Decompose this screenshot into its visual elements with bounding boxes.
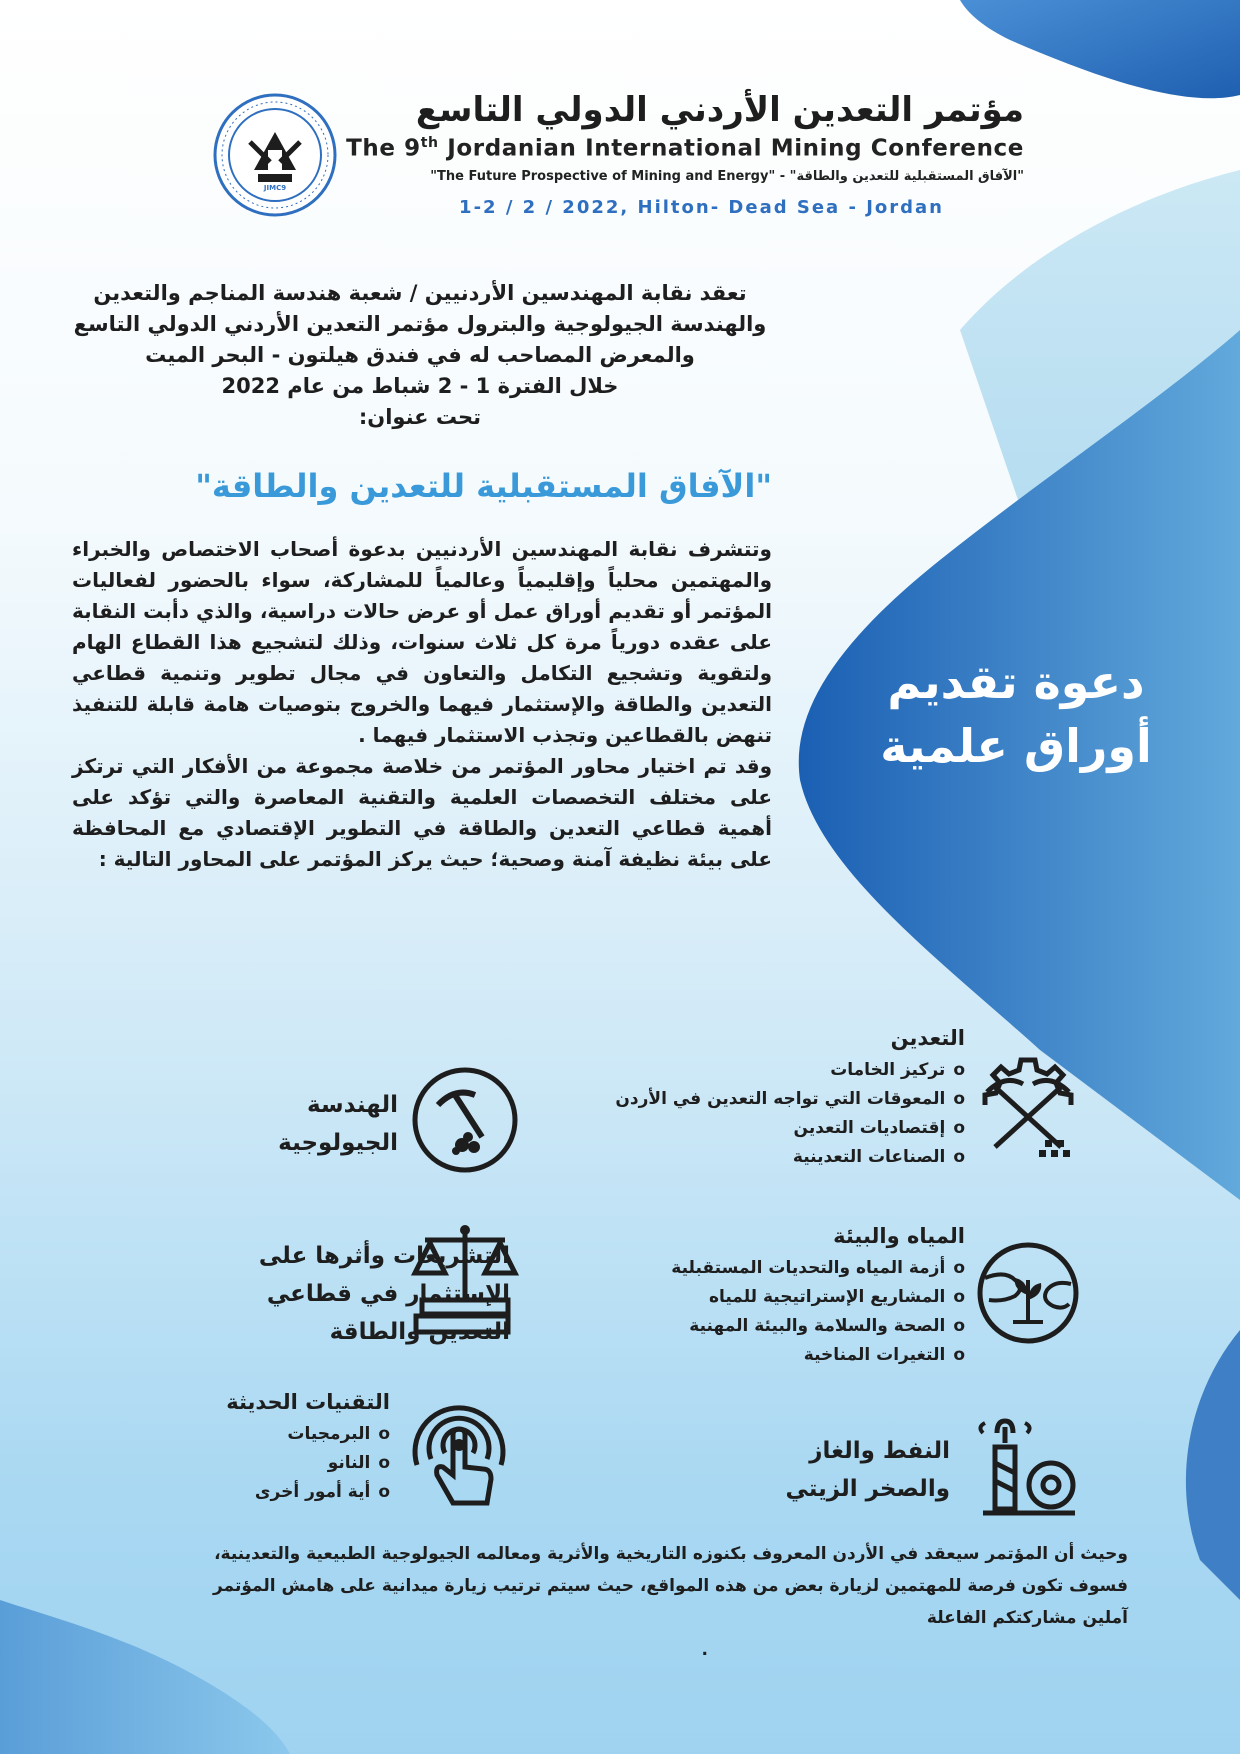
body-paragraph-2: وقد تم اختيار محاور المؤتمر من خلاصة مجموعة من الأفكار التي ترتكز على مختلف التخصصات العلمية والتقنية المعاصرة والتي تؤكد على أهمية قطاعي التعدين والطاقة في التطوير الإقتصادي مع المحافظة على بيئة نظيفة آمنة وصحية؛ حيث يركز المؤتمر على المحاور التالية : <box>72 754 772 871</box>
conference-subtitle: "The Future Prospective of Mining and Energy" - "الآفاق المستقبلية للتعدين والطاقة" <box>430 169 1024 184</box>
invitation-body <box>72 534 772 875</box>
list-item: o الصحة والسلامة والبيئة المهنية <box>671 1312 965 1341</box>
svg-text:JIMC9: JIMC9 <box>263 184 287 192</box>
topic-title: التقنيات الحديثة <box>226 1390 390 1414</box>
intro-text <box>40 278 800 433</box>
touch-finger-icon <box>403 1395 515 1513</box>
topic-title: المياه والبيئة <box>833 1224 965 1248</box>
conference-logo <box>212 92 338 218</box>
conference-title-english: The 9th Jordanian International Mining Conference <box>346 135 1024 162</box>
conference-theme: "الآفاق المستقبلية للتعدين والطاقة" <box>195 467 772 505</box>
list-item: o الصناعات التعدينية <box>615 1143 965 1172</box>
list-item: o التغيرات المناخية <box>671 1341 965 1370</box>
list-item: o أزمة المياه والتحديات المستقبلية <box>671 1254 965 1283</box>
list-item: o البرمجيات <box>226 1420 390 1449</box>
topic-list <box>671 1254 965 1370</box>
globe-plant-icon <box>975 1240 1081 1346</box>
topic-modern-technologies <box>226 1390 390 1507</box>
conference-title-arabic: مؤتمر التعدين الأردني الدولي التاسع <box>415 90 1024 130</box>
topic-water-environment <box>671 1224 965 1370</box>
list-item: o المشاريع الإستراتيجية للمياه <box>671 1283 965 1312</box>
intro-line: تحت عنوان: <box>358 405 482 429</box>
intro-line: خلال الفترة 1 - 2 شباط من عام 2022 <box>221 374 619 398</box>
list-item: o أية أمور أخرى <box>226 1478 390 1507</box>
topic-geology: الهندسة الجيولوجية <box>278 1092 398 1156</box>
list-item: o إقتصاديات التعدين <box>615 1114 965 1143</box>
closing-line: . <box>701 1640 708 1660</box>
list-item: o المعوقات التي تواجه التعدين في الأردن <box>615 1085 965 1114</box>
pickaxe-rocks-icon <box>410 1065 520 1175</box>
intro-line: والهندسة الجيولوجية والبترول مؤتمر التعدين الأردني الدولي التاسع <box>73 312 767 336</box>
gear-pickaxe-icon <box>975 1052 1081 1162</box>
topic-legislation: التشريعات وأثرها على الإستثمار في قطاعي التعدين والطاقة <box>258 1243 510 1345</box>
list-item: o النانو <box>226 1449 390 1478</box>
closing-line: وحيث أن المؤتمر سيعقد في الأردن المعروف بكنوزه التاريخية والأثرية ومعالمه الجيولوجية الطبيعية والتعدينية، <box>214 1544 1128 1564</box>
topic-list <box>226 1420 390 1507</box>
topic-title: التعدين <box>890 1026 965 1050</box>
topic-oil-gas: النفط والغاز والصخر الزيتي <box>785 1438 950 1502</box>
closing-line: آملين مشاركتكم الفاعلة <box>926 1608 1128 1628</box>
top-right-blob <box>960 0 1240 98</box>
right-bottom-blob <box>1186 1330 1240 1600</box>
topic-mining <box>615 1026 965 1172</box>
list-item: o تركيز الخامات <box>615 1056 965 1085</box>
conference-date-venue: 1-2 / 2 / 2022, Hilton- Dead Sea - Jordan <box>459 197 944 218</box>
body-paragraph-1: وتتشرف نقابة المهندسين الأردنيين بدعوة أصحاب الاختصاص والخبراء والمهتمين محلياً وإقليمياً وعالمياً للمشاركة، سواء بالحضور لفعاليات المؤتمر أو تقديم أوراق عمل أو عرض حالات دراسية، والذي دأبت النقابة على عقده دورياً مرة كل ثلاث سنوات، وذلك لتشجيع هذا القطاع الهام ولتقوية وتشجيع التكامل والتعاون في مجال تطوير وتنمية قطاعي التعدين والطاقة والإستثمار فيهما والخروج بتوصيات هامة قابلة للتنفيذ تنهض بالقطاعين وتجذب الاستثمار فيهما . <box>72 537 772 747</box>
closing-line: فسوف تكون فرصة للمهتمين لزيارة بعض من هذه المواقع، حيث سيتم ترتيب زيارة ميدانية على هامش المؤتمر <box>212 1576 1128 1596</box>
intro-line: والمعرض المصاحب له في فندق هيلتون - البحر الميت <box>145 343 695 367</box>
call-for-papers-heading: دعوة تقديم أوراق علمية <box>880 655 1152 773</box>
closing-text <box>98 1538 1128 1666</box>
oil-tower-icon <box>975 1413 1085 1523</box>
intro-line: تعقد نقابة المهندسين الأردنيين / شعبة هندسة المناجم والتعدين <box>93 281 747 305</box>
topic-list <box>615 1056 965 1172</box>
